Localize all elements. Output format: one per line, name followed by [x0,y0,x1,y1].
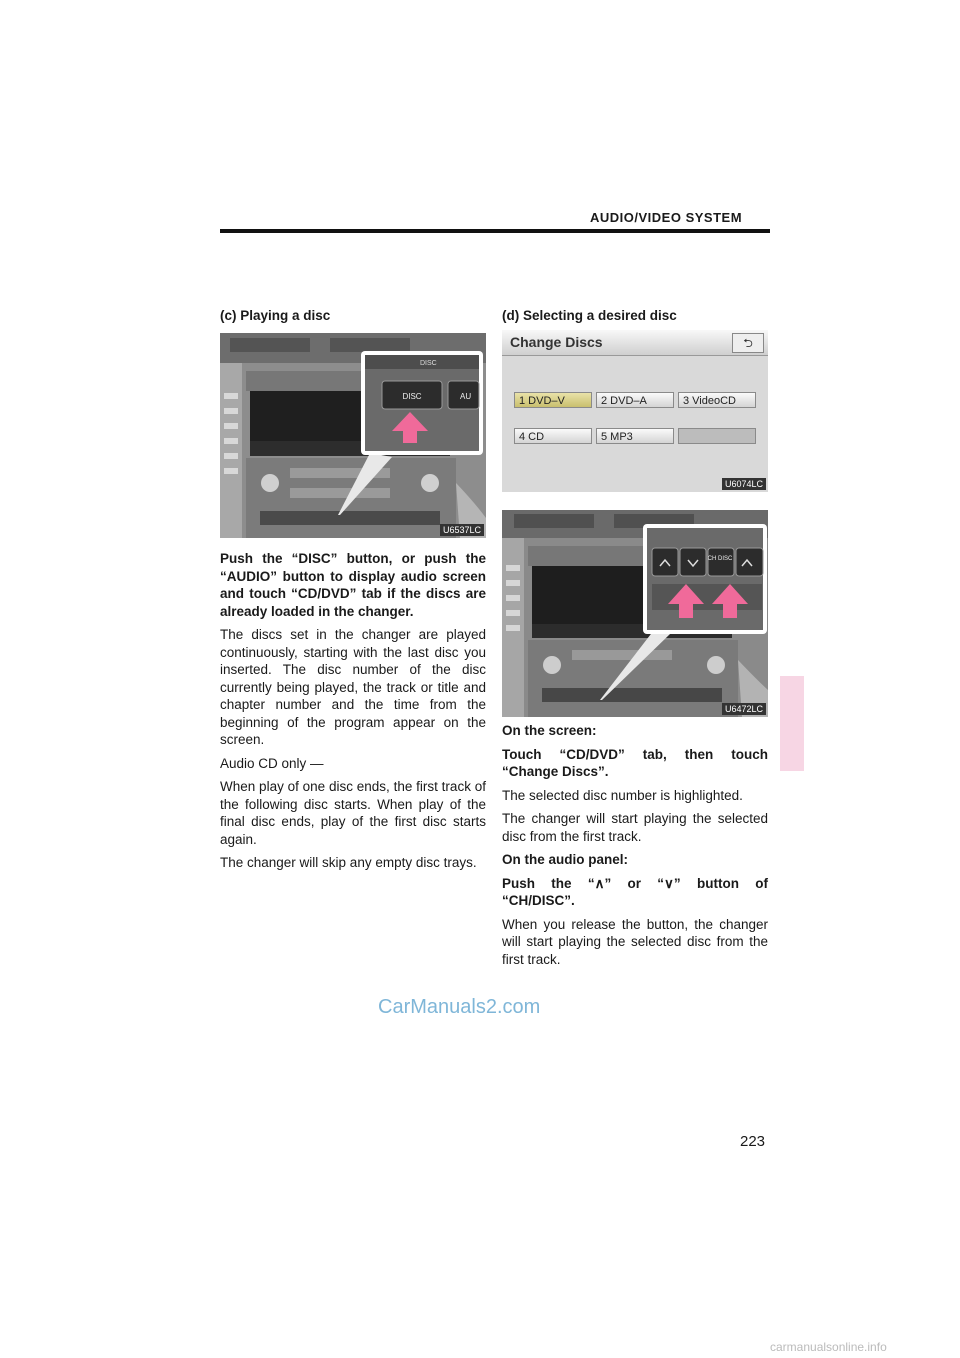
c-paragraph-5: The changer will skip any empty disc trays. [220,855,477,870]
photo-au-label: AU [460,392,472,401]
section-d-body [502,722,768,974]
photo-disc-label: DISC [402,392,422,401]
disc-button-4[interactable]: 4 CD [514,428,592,444]
disc-button-5[interactable]: 5 MP3 [596,428,674,444]
photo-top-label: DISC [420,360,437,367]
section-c-heading: (c) Playing a disc [220,308,331,323]
c-paragraph-3: Audio CD only — [220,755,324,771]
d-paragraph-6: Push the “∧” or “∨” button of “CH/DISC”. [502,875,768,908]
footer-site-watermark: carmanualsonline.info [770,1340,887,1354]
header-rule [220,229,770,233]
back-arrow-icon[interactable]: ⮌ [732,333,764,353]
change-discs-title: Change Discs [510,334,603,350]
disc-button-3[interactable]: 3 VideoCD [678,392,756,408]
disc-button-6[interactable] [678,428,756,444]
change-discs-titlebar [502,330,768,356]
section-side-tab [780,676,804,771]
disc-button-1[interactable]: 1 DVD–V [514,392,592,408]
page-header-title: AUDIO/VIDEO SYSTEM [590,210,743,225]
c-paragraph-2: The discs set in the changer are played continuously, starting with the last disc you inserted. The disc number of the disc currently being played, the track or title and chapter number and the time from the beginning of the program appear on the screen. [220,627,486,747]
figure-code-c: U6537LC [440,524,484,536]
d-paragraph-5: On the audio panel: [502,852,629,867]
d-paragraph-2: Touch “CD/DVD” tab, then touch “Change Discs”. [502,746,768,779]
change-discs-screen [502,330,768,492]
watermark-link[interactable]: CarManuals2.com [378,996,541,1018]
section-d-heading: (d) Selecting a desired disc [502,308,677,323]
d-paragraph-1: On the screen: [502,723,597,738]
d-paragraph-3: The selected disc number is highlighted. [502,787,743,803]
figure-code-d2: U6472LC [722,703,766,715]
disc-button-2[interactable]: 2 DVD–A [596,392,674,408]
c-paragraph-1: Push the “DISC” button, or push the “AUDIO” button to display audio screen and touch “CD/DVD” tab if the discs are already loaded in the changer. [220,551,486,619]
figure-code-d1: U6074LC [722,478,766,490]
d-paragraph-7: When you release the button, the changer will start playing the selected disc from the first track. [502,916,768,967]
figure-ch-disc-button-photo [502,510,768,717]
section-c-body [220,550,486,878]
photo-ch-disc-label: CH DISC [707,556,733,562]
c-paragraph-4: When play of one disc ends, the first track of the following disc starts. When play of the final disc ends, play of the first disc starts again. [220,779,486,847]
page-number: 223 [740,1133,766,1150]
figure-disc-button-photo [220,333,486,538]
d-paragraph-4: The changer will start playing the selected disc from the first track. [502,811,768,844]
